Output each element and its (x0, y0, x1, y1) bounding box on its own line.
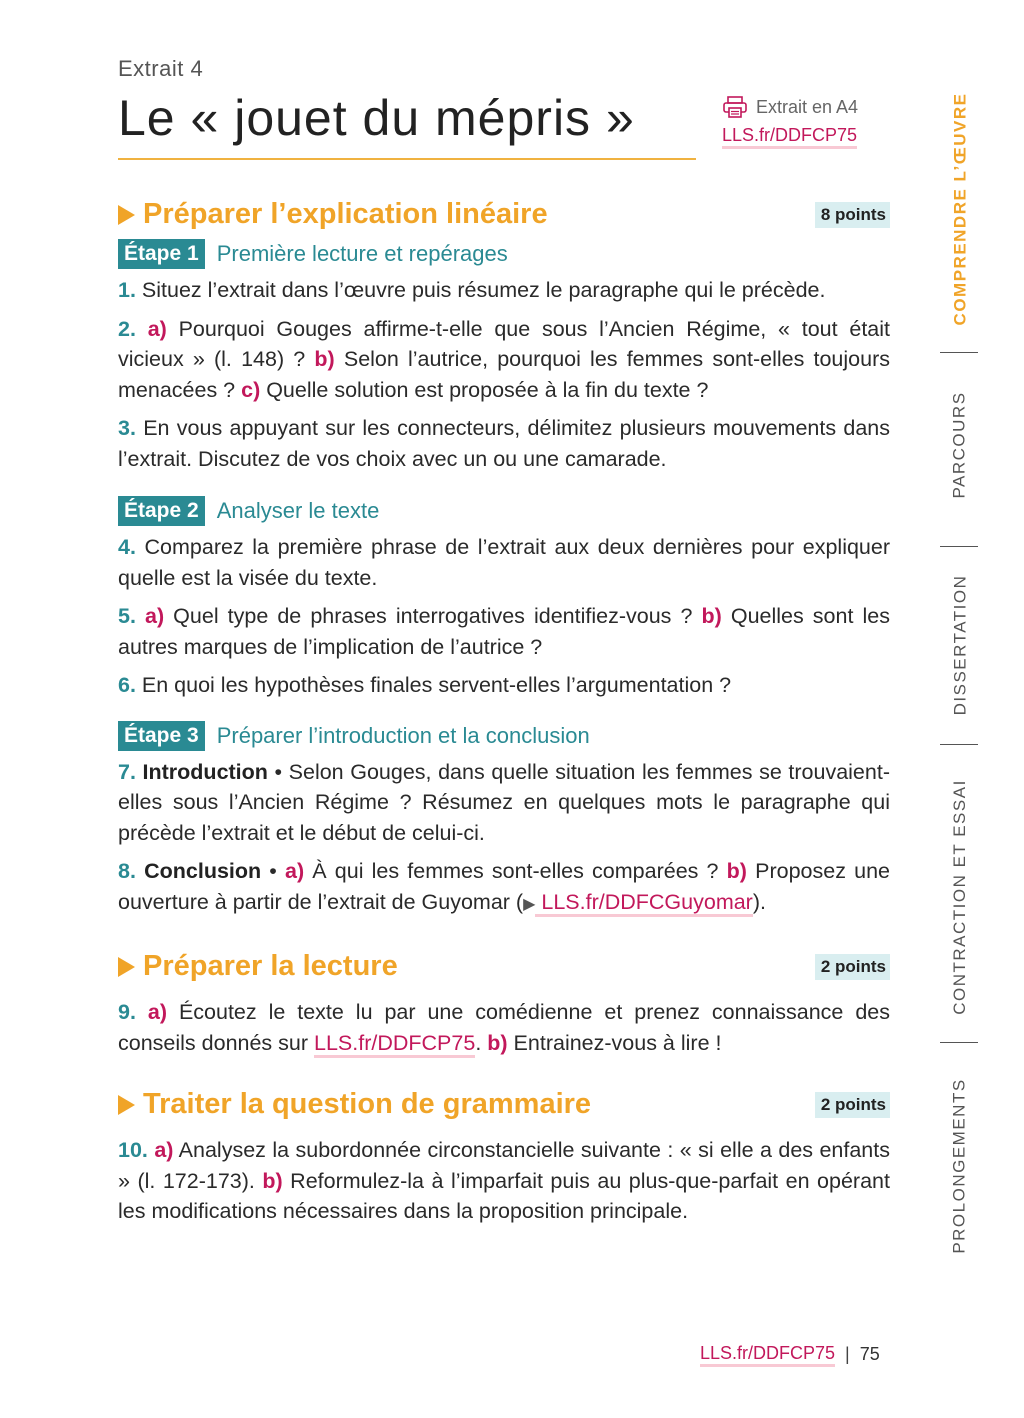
side-tab-label: DISSERTATION (950, 574, 970, 716)
question-text: Comparez la première phrase de l’extrait aux deux dernières pour expliquer quelle est la visée du texte. (118, 535, 890, 590)
question-text: Situez l’extrait dans l’œuvre puis résumez le paragraphe qui le précède. (135, 278, 826, 302)
sub-a-text: Écoutez le texte lu par une comédienne et prenez connaissance des conseils donnés sur (118, 1000, 890, 1055)
question-number: 5. (118, 604, 136, 628)
section-title-text: Traiter la question de grammaire (143, 1088, 592, 1120)
question-7 (118, 757, 890, 849)
sub-a: a) (135, 1000, 167, 1024)
question-number: 4. (118, 535, 136, 559)
keyword-introduction: Introduction (135, 759, 268, 784)
sub-b-text: Proposez une ouverture à partir de l’extrait de Guyomar ( (118, 859, 890, 914)
etape-2 (118, 496, 890, 526)
sub-a: a) (147, 1138, 174, 1162)
sub-a: a) (276, 859, 305, 883)
side-divider (940, 546, 978, 547)
sub-c: c) (235, 377, 261, 402)
a4-link[interactable]: LLS.fr/DDFCP75 (722, 124, 857, 149)
points-badge: 2 points (815, 1092, 890, 1118)
side-tab-dissertation[interactable] (938, 560, 982, 730)
question-text: En vous appuyant sur les connecteurs, délimitez plusieurs mouvements dans l’extrait. Discutez de vos choix avec un ou une camarade. (118, 416, 890, 471)
sub-b-text: Entrainez-vous à lire ! (507, 1030, 722, 1055)
etape-title: Première lecture et repérages (216, 241, 508, 266)
page-number: 75 (859, 1344, 880, 1364)
page-title: Le « jouet du mépris » (118, 82, 696, 160)
triangle-icon (118, 205, 135, 225)
section-grammaire (118, 1088, 890, 1121)
question-number: 10. (118, 1138, 148, 1162)
sub-c-text: Quelle solution est proposée à la fin du texte ? (260, 377, 709, 402)
section-title (118, 198, 548, 231)
page-footer (700, 1342, 880, 1367)
etape-badge: Étape 1 (118, 239, 205, 269)
footer-separator: | (845, 1344, 850, 1364)
question-1 (118, 275, 890, 306)
question-number: 1. (118, 278, 136, 302)
side-tab-parcours[interactable] (938, 370, 982, 520)
etape-badge: Étape 2 (118, 496, 205, 526)
keyword-conclusion: Conclusion (135, 859, 262, 883)
sub-b: b) (718, 859, 747, 883)
closing: ). (752, 889, 766, 914)
guyomar-link[interactable]: LLS.fr/DDFCGuyomar (535, 890, 752, 917)
extrait-label: Extrait 4 (118, 56, 204, 81)
title-row (118, 82, 890, 176)
sub-b: b) (692, 604, 722, 628)
sub-a: a) (135, 604, 165, 628)
etape-title: Analyser le texte (216, 498, 380, 523)
side-tab-prolongements[interactable] (938, 1066, 982, 1266)
question-8 (118, 856, 890, 920)
side-divider (940, 744, 978, 745)
section-title-text: Préparer l’explication linéaire (143, 198, 548, 230)
section-explication (118, 198, 890, 231)
question-10 (118, 1135, 890, 1227)
question-number: 7. (118, 759, 136, 784)
sub-a-text: Analysez la subordonnée circonstancielle suivante : « si elle a des enfants » (l. 172-173). (118, 1138, 890, 1193)
question-3 (118, 413, 890, 474)
main-content (118, 56, 890, 1227)
section-title-text: Préparer la lecture (143, 950, 398, 982)
question-6 (118, 670, 890, 701)
a4-label: Extrait en A4 (756, 96, 859, 117)
section-lecture (118, 950, 890, 983)
a4-extract-box (722, 96, 858, 149)
etape-1 (118, 239, 890, 269)
sub-b: b) (305, 347, 335, 371)
sub-b-text: Reformulez-la à l’imparfait puis au plus-que-parfait en opérant les modifications nécessaires dans la proposition principale. (118, 1168, 890, 1223)
question-2 (118, 314, 890, 406)
sub-b-text: Quelles sont les autres marques de l’implication de l’autrice ? (118, 604, 890, 659)
question-number: 3. (118, 416, 136, 440)
side-divider (940, 352, 978, 353)
question-9 (118, 997, 890, 1058)
section-title (118, 1088, 591, 1121)
question-number: 8. (118, 859, 136, 883)
points-badge: 2 points (815, 954, 890, 980)
side-divider (940, 1042, 978, 1043)
question-5 (118, 601, 890, 662)
dot: . (475, 1030, 482, 1055)
etape-3 (118, 721, 890, 751)
sub-b: b) (481, 1030, 508, 1055)
bullet: • (261, 859, 277, 883)
side-tab-label: PARCOURS (950, 391, 969, 499)
sub-b-text: Selon l’autrice, pourquoi les femmes sont-elles toujours menacées ? (118, 347, 890, 402)
question-number: 2. (118, 316, 136, 341)
footer-link[interactable]: LLS.fr/DDFCP75 (700, 1342, 835, 1367)
audio-link[interactable]: LLS.fr/DDFCP75 (314, 1031, 475, 1058)
triangle-icon (118, 1095, 135, 1115)
side-tab-label: PROLONGEMENTS (950, 1078, 970, 1254)
printer-icon (722, 96, 748, 118)
side-tab-comprendre[interactable] (938, 86, 982, 332)
sub-a-text: Pourquoi Gouges affirme-t-elle que sous l’Ancien Régime, « tout était vicieux » (l. 148) ? (118, 316, 890, 371)
etape-title: Préparer l’introduction et la conclusion (216, 722, 590, 748)
question-4 (118, 532, 890, 593)
sub-a: a) (135, 316, 167, 341)
etape-badge: Étape 3 (118, 721, 205, 751)
question-text: En quoi les hypothèses finales servent-elles l’argumentation ? (135, 673, 732, 697)
question-number: 6. (118, 673, 136, 697)
sub-a-text: Quel type de phrases interrogatives identifiez-vous ? (164, 604, 693, 628)
question-number: 9. (118, 1000, 136, 1024)
points-badge: 8 points (815, 202, 890, 228)
triangle-icon (118, 957, 135, 977)
section-title (118, 950, 398, 983)
side-tab-label: CONTRACTION ET ESSAI (950, 779, 970, 1015)
side-tab-label: COMPRENDRE L’ŒUVRE (950, 92, 970, 326)
question-text: • Selon Gouges, dans quelle situation les femmes se trouvaient-elles sous l’Ancien Régime ? Résumez en quelques mots le paragraphe qui précède l’extrait et le début de celui-ci. (118, 759, 890, 845)
sub-b: b) (254, 1168, 283, 1193)
sub-a-text: À qui les femmes sont-elles comparées ? (304, 859, 719, 883)
a4-line (722, 96, 858, 118)
play-icon: ▶ (523, 895, 536, 913)
side-tab-contraction[interactable] (938, 766, 982, 1028)
